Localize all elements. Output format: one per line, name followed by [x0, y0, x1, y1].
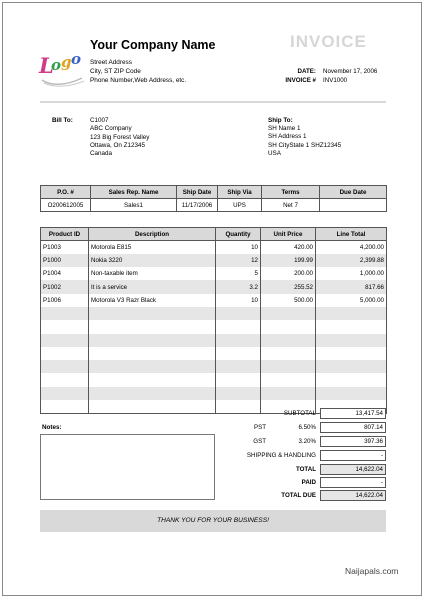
table-row	[41, 320, 387, 333]
line-total-cell	[316, 334, 387, 347]
line-total-header: Line Total	[316, 228, 387, 241]
po-number-cell: O200612005	[41, 199, 91, 212]
line-items-table	[40, 227, 387, 414]
description-cell: Motorola E815	[89, 241, 216, 254]
description-cell: Motorola V3 Razr Black	[89, 294, 216, 307]
table-row	[41, 280, 387, 293]
unit-price-cell: 200.00	[261, 267, 316, 280]
unit-price-cell: 199.99	[261, 254, 316, 267]
ship-via-cell: UPS	[218, 199, 262, 212]
unit-price-cell: 500.00	[261, 294, 316, 307]
unit-price-cell	[261, 307, 316, 320]
notes-label: Notes:	[42, 424, 62, 431]
quantity-cell	[216, 387, 261, 400]
sales-rep-header: Sales Rep. Name	[91, 186, 177, 199]
unit-price-header: Unit Price	[261, 228, 316, 241]
quantity-cell: 5	[216, 267, 261, 280]
description-cell: Nokia 3220	[89, 254, 216, 267]
pst-rate: 6.50%	[298, 424, 316, 431]
table-row	[41, 254, 387, 267]
product-id-cell	[41, 360, 89, 373]
subtotal-value: 13,417.54	[320, 408, 386, 419]
svg-text:o: o	[71, 50, 82, 68]
quantity-cell: 10	[216, 241, 261, 254]
product-id-cell	[41, 373, 89, 386]
unit-price-cell	[261, 387, 316, 400]
bill-to-line: 123 Big Forest Valley	[90, 133, 150, 141]
header-divider	[40, 101, 386, 103]
ship-to-line: USA	[268, 149, 281, 157]
gst-rate: 3.20%	[298, 438, 316, 445]
gst-value: 397.36	[320, 436, 386, 447]
paid-value: -	[320, 477, 386, 488]
product-id-cell: P1003	[41, 241, 89, 254]
due-date-cell	[320, 199, 387, 212]
quantity-header: Quantity	[216, 228, 261, 241]
thank-you-banner: THANK YOU FOR YOUR BUSINESS!	[40, 510, 386, 532]
terms-cell: Net 7	[262, 199, 320, 212]
unit-price-cell	[261, 334, 316, 347]
quantity-cell: 10	[216, 294, 261, 307]
description-cell	[89, 360, 216, 373]
ship-via-header: Ship Via	[218, 186, 262, 199]
line-total-cell	[316, 387, 387, 400]
description-cell	[89, 373, 216, 386]
bill-to-label: Bill To:	[52, 117, 73, 124]
quantity-cell	[216, 334, 261, 347]
paid-label: PAID	[301, 479, 316, 486]
po-number-header: P.O. #	[41, 186, 91, 199]
table-row	[41, 387, 387, 400]
invoice-title: INVOICE	[290, 32, 367, 51]
invoice-number-label: INVOICE #	[285, 77, 316, 84]
quantity-cell	[216, 307, 261, 320]
total-value: 14,622.04	[320, 464, 386, 475]
table-row	[41, 373, 387, 386]
address-line: Phone Number,Web Address, etc.	[90, 77, 187, 84]
total-due-label: TOTAL DUE	[281, 492, 316, 499]
unit-price-cell	[261, 320, 316, 333]
ship-to-line: SH Address 1	[268, 133, 307, 141]
date-value: November 17, 2006	[323, 68, 378, 75]
quantity-cell: 12	[216, 254, 261, 267]
ship-to-address	[268, 125, 341, 158]
svg-text:g: g	[61, 53, 72, 71]
table-row	[41, 307, 387, 320]
pst-value: 807.14	[320, 422, 386, 433]
gst-label: GST	[253, 438, 266, 445]
due-date-header: Due Date	[320, 186, 387, 199]
bill-to-line: Ottawa, On Z12345	[90, 141, 145, 149]
ship-date-header: Ship Date	[177, 186, 218, 199]
description-cell	[89, 334, 216, 347]
company-address	[90, 58, 186, 85]
product-id-cell	[41, 387, 89, 400]
unit-price-cell	[261, 360, 316, 373]
description-cell	[89, 320, 216, 333]
order-info-row	[41, 199, 387, 212]
date-label: DATE:	[297, 68, 316, 75]
unit-price-cell	[261, 347, 316, 360]
ship-to-label: Ship To:	[268, 117, 293, 124]
ship-date-cell: 11/17/2006	[177, 199, 218, 212]
line-total-cell	[316, 360, 387, 373]
description-cell: It is a service	[89, 280, 216, 293]
company-name: Your Company Name	[90, 38, 216, 52]
description-cell: Non-taxable item	[89, 267, 216, 280]
bill-to-line: C1007	[90, 117, 109, 124]
unit-price-cell	[261, 373, 316, 386]
product-id-cell: P1004	[41, 267, 89, 280]
ship-to-line: SH Name 1	[268, 125, 301, 132]
product-id-cell: P1000	[41, 254, 89, 267]
table-row	[41, 267, 387, 280]
product-id-cell: P1006	[41, 294, 89, 307]
bill-to-address	[90, 117, 149, 158]
description-cell	[89, 387, 216, 400]
line-total-cell: 1,000.00	[316, 267, 387, 280]
bill-to-line: ABC Company	[90, 125, 132, 133]
unit-price-cell: 420.00	[261, 241, 316, 254]
total-label: TOTAL	[295, 466, 316, 473]
line-total-cell: 817.66	[316, 280, 387, 293]
pst-label: PST	[253, 424, 266, 431]
total-due-value: 14,622.04	[320, 490, 386, 501]
site-watermark: Naijapals.com	[345, 566, 399, 576]
sales-rep-cell: Sales1	[91, 199, 177, 212]
product-id-cell: P1002	[41, 280, 89, 293]
quantity-cell	[216, 320, 261, 333]
company-logo	[36, 40, 86, 88]
line-total-cell: 5,000.00	[316, 294, 387, 307]
subtotal-label: SUBTOTAL	[283, 410, 316, 417]
table-row	[41, 241, 387, 254]
unit-price-cell: 255.52	[261, 280, 316, 293]
description-cell	[89, 347, 216, 360]
shipping-label: SHIPPING & HANDLING	[246, 452, 316, 459]
table-row	[41, 294, 387, 307]
svg-text:L: L	[39, 53, 54, 78]
product-id-cell	[41, 400, 89, 413]
product-id-cell	[41, 307, 89, 320]
table-row	[41, 360, 387, 373]
line-total-cell: 2,399.88	[316, 254, 387, 267]
terms-header: Terms	[262, 186, 320, 199]
order-info-table	[40, 185, 387, 212]
table-row	[41, 334, 387, 347]
line-total-cell	[316, 307, 387, 320]
ship-to-line: SH CityState 1 SHZ12345	[268, 141, 342, 149]
quantity-cell	[216, 347, 261, 360]
bill-to-line: Canada	[90, 150, 113, 158]
svg-text:o: o	[51, 56, 62, 74]
line-total-cell	[316, 373, 387, 386]
address-line: Street Address	[90, 59, 132, 66]
product-id-cell	[41, 320, 89, 333]
description-cell	[89, 307, 216, 320]
line-total-cell: 4,200.00	[316, 241, 387, 254]
table-row	[41, 347, 387, 360]
address-line: City, ST ZIP Code	[90, 68, 141, 75]
quantity-cell	[216, 373, 261, 386]
description-header: Description	[89, 228, 216, 241]
product-id-cell	[41, 334, 89, 347]
product-id-cell	[41, 347, 89, 360]
invoice-number-value: INV1000	[323, 77, 348, 84]
line-total-cell	[316, 320, 387, 333]
quantity-cell: 3.2	[216, 280, 261, 293]
quantity-cell	[216, 360, 261, 373]
line-total-cell	[316, 347, 387, 360]
shipping-value: -	[320, 450, 386, 461]
product-id-header: Product ID	[41, 228, 89, 241]
